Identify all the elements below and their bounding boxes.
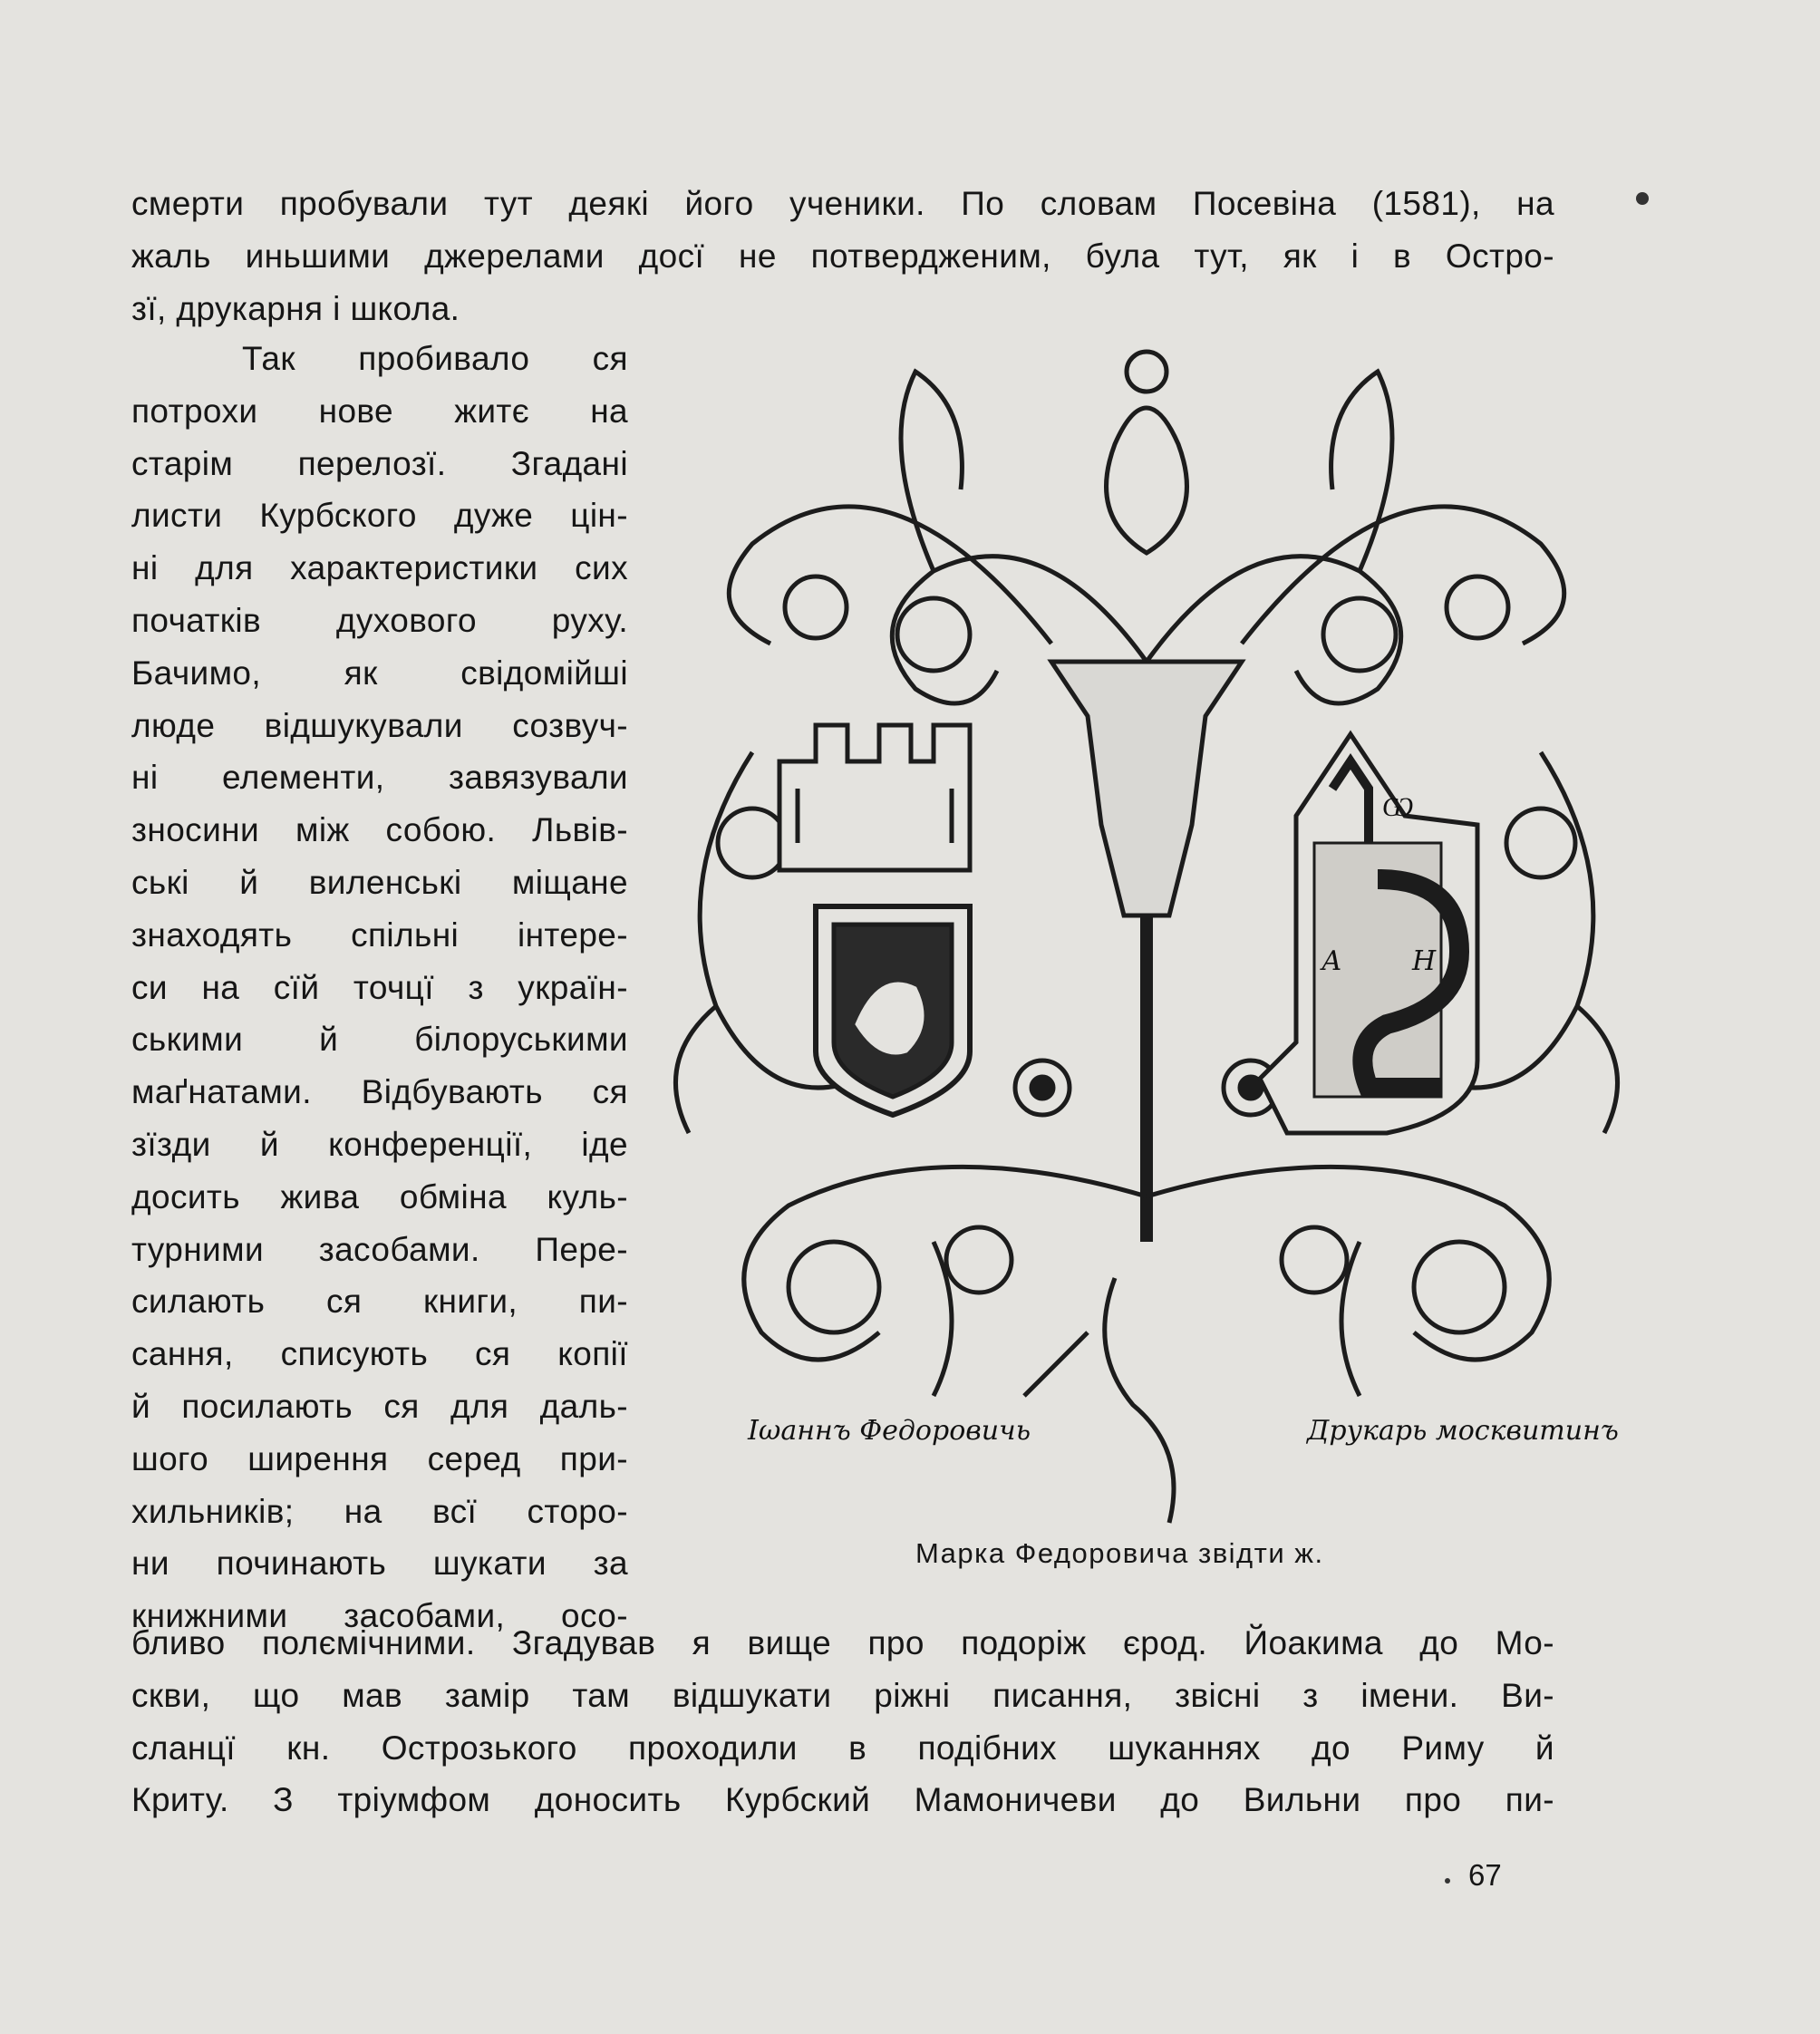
text-line: си на сїй точцї з україн- — [131, 968, 628, 1006]
shield-letter: А — [1321, 945, 1342, 977]
text-line: Бачимо, як свідомійші — [131, 654, 628, 692]
text-line: зї, друкарня і школа. — [131, 289, 460, 327]
signature-left: Іωаннъ Федоровичь — [748, 1415, 1031, 1447]
text-line: ські й виленські міщане — [131, 863, 628, 901]
text-line: ни починають шукати за — [131, 1545, 628, 1583]
text-line: жаль иньшими джерелами досї не потверджeним, була тут, як і в Остро- — [131, 237, 1554, 275]
text-line: шого ширення серед при- — [131, 1439, 628, 1477]
text-line: досить жива обміна куль- — [131, 1177, 628, 1216]
text-line: хильників; на всї сторо- — [131, 1492, 628, 1530]
text-line: потрохи нове житє на — [131, 392, 628, 430]
printer-mark-engraving — [662, 335, 1631, 1532]
page-number: 67 — [1468, 1858, 1502, 1892]
text-line: сання, списують ся копії — [131, 1335, 628, 1373]
text-line: Криту. З тріумфом доносить Курбский Мамоничеви до Вильни про пи- — [131, 1781, 1554, 1819]
text-line: зносини між собою. Львів- — [131, 811, 628, 849]
text-line: люде відшукували созвуч- — [131, 706, 628, 744]
text-line: знаходять спільні інтере- — [131, 915, 628, 954]
text-line: зїзди й конференції, іде — [131, 1125, 628, 1163]
text-line: книжними засобами, осо- — [131, 1597, 628, 1635]
text-line: старім перелозї. Згадані — [131, 444, 628, 482]
ink-speck — [1445, 1878, 1450, 1884]
top-paragraph — [131, 178, 1554, 334]
signature-right: Друкарь москвитинъ — [1307, 1415, 1619, 1447]
text-line: силають ся книги, пи- — [131, 1283, 628, 1321]
shield-letter: Н — [1412, 945, 1437, 977]
text-line: смерти пробували тут деякі його ученики. По словам Посевіна (1581), на — [131, 185, 1554, 222]
text-line: ськими й білоруськими — [131, 1021, 628, 1059]
shield-letter: Ѡ — [1382, 791, 1414, 823]
text-line: ні для характеристики сих — [131, 549, 628, 587]
bottom-paragraph — [131, 1617, 1554, 1826]
text-line: Так пробивало ся — [242, 340, 628, 377]
text-line: маґнатами. Відбувають ся — [131, 1073, 628, 1111]
text-line: турними засобами. Пере- — [131, 1230, 628, 1268]
column-paragraph — [131, 333, 628, 1642]
text-line: початків духового руху. — [131, 601, 628, 639]
text-line: бливо полємічними. Згадував я вище про подоріж єрод. Йоакима до Мо- — [131, 1624, 1554, 1661]
text-line: листи Курбского дуже цін- — [131, 497, 628, 535]
text-line: скви, що мав замір там відшукати ріжні писання, звісні з імени. Ви- — [131, 1676, 1554, 1714]
text-line: ні елементи, завязували — [131, 759, 628, 797]
figure-caption: Марка Федоровича звідти ж. — [915, 1537, 1324, 1569]
printer-mark-illustration — [662, 335, 1631, 1532]
text-line: й посилають ся для даль- — [131, 1387, 628, 1425]
text-line: сланцї кн. Острозького проходили в подібних шуканнях до Риму й — [131, 1729, 1554, 1767]
ink-speck — [1636, 192, 1649, 205]
